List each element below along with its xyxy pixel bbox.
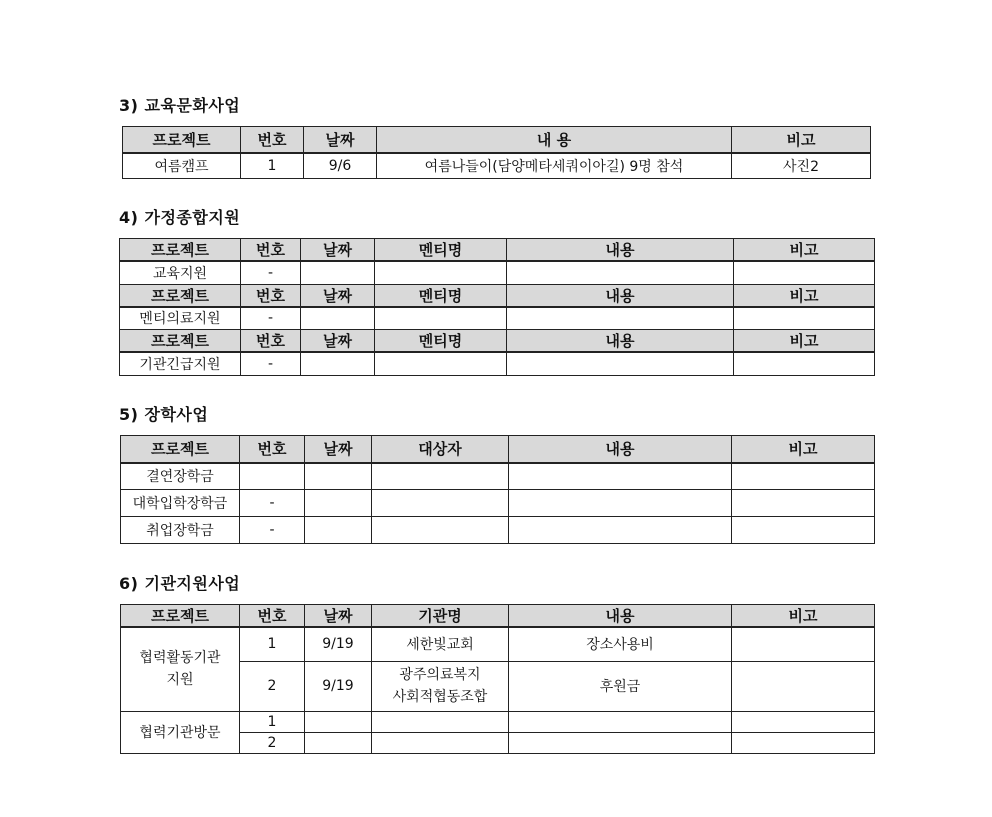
cell-institution [372, 661, 509, 711]
table-header-row [121, 605, 875, 628]
header-date: 날짜 [301, 330, 375, 353]
header-note: 비고 [732, 436, 875, 463]
table-header-row [120, 284, 875, 307]
table-row [123, 153, 871, 179]
header-note: 비고 [732, 127, 871, 153]
header-project: 프로젝트 [120, 239, 241, 262]
header-note: 비고 [734, 330, 875, 353]
header-mentee: 멘티명 [375, 330, 507, 353]
cell-number: 1 [240, 627, 305, 661]
header-mentee: 멘티명 [375, 239, 507, 262]
cell-number: 2 [240, 732, 305, 753]
header-institution: 기관명 [372, 605, 509, 628]
header-number: 번호 [241, 127, 304, 153]
cell-date: 9/19 [305, 627, 372, 661]
table-row [121, 517, 875, 544]
header-date: 날짜 [305, 436, 372, 463]
header-number: 번호 [241, 330, 301, 353]
header-content: 내용 [507, 284, 734, 307]
header-project: 프로젝트 [120, 330, 241, 353]
header-number: 번호 [241, 239, 301, 262]
header-number: 번호 [240, 605, 305, 628]
table-row [120, 261, 875, 284]
cell-project-group [121, 627, 240, 711]
cell-project-group: 협력기관방문 [121, 711, 240, 753]
institution-line-2: 사회적협동조합 [392, 689, 488, 705]
header-date: 날짜 [305, 605, 372, 628]
cell-number: - [241, 261, 301, 284]
table-header-row [123, 127, 871, 153]
header-date: 날짜 [301, 284, 375, 307]
cell-content: 여름나들이(담양메타세쿼이아길) 9명 참석 [377, 153, 732, 179]
header-content: 내 용 [377, 127, 732, 153]
table-row [121, 490, 875, 517]
header-content: 내용 [507, 239, 734, 262]
header-project: 프로젝트 [120, 284, 241, 307]
header-recipient: 대상자 [372, 436, 509, 463]
table-row [121, 463, 875, 490]
cell-date: 9/6 [304, 153, 377, 179]
header-content: 내용 [509, 605, 732, 628]
table-row [121, 627, 875, 661]
cell-project: 취업장학금 [121, 517, 240, 544]
table-row [121, 711, 875, 732]
cell-project: 교육지원 [120, 261, 241, 284]
header-content: 내용 [507, 330, 734, 353]
cell-institution: 세한빛교회 [372, 627, 509, 661]
cell-project: 결연장학금 [121, 463, 240, 490]
section-4-title: 4) 가정종합지원 [119, 208, 241, 227]
cell-number: - [240, 517, 305, 544]
cell-project: 대학입학장학금 [121, 490, 240, 517]
project-line-1: 협력활동기관 [139, 650, 221, 667]
cell-number: 1 [240, 711, 305, 732]
section-6-title: 6) 기관지원사업 [119, 574, 241, 593]
cell-number: - [241, 307, 301, 330]
cell-number: - [240, 490, 305, 517]
cell-number: 1 [241, 153, 304, 179]
header-project: 프로젝트 [121, 605, 240, 628]
header-number: 번호 [240, 436, 305, 463]
header-number: 번호 [241, 284, 301, 307]
header-note: 비고 [732, 605, 875, 628]
cell-number [240, 463, 305, 490]
institution-line-1: 광주의료복지 [399, 667, 481, 683]
table-header-row [120, 239, 875, 262]
cell-project: 여름캠프 [123, 153, 241, 179]
table-header-row [121, 436, 875, 463]
section-3-title: 3) 교육문화사업 [119, 96, 241, 115]
cell-date: 9/19 [305, 661, 372, 711]
header-date: 날짜 [304, 127, 377, 153]
header-content: 내용 [509, 436, 732, 463]
family-support-table [119, 238, 875, 376]
project-line-2: 지원 [166, 672, 194, 689]
table-row [120, 307, 875, 330]
scholarship-table [120, 435, 875, 544]
cell-project: 기관긴급지원 [120, 352, 241, 375]
header-date: 날짜 [301, 239, 375, 262]
table-header-row [120, 330, 875, 353]
cell-project: 멘티의료지원 [120, 307, 241, 330]
cell-number: 2 [240, 661, 305, 711]
header-mentee: 멘티명 [375, 284, 507, 307]
cell-number: - [241, 352, 301, 375]
section-5-title: 5) 장학사업 [119, 405, 209, 424]
header-project: 프로젝트 [121, 436, 240, 463]
header-project: 프로젝트 [123, 127, 241, 153]
institution-support-table [120, 604, 875, 754]
header-note: 비고 [734, 284, 875, 307]
cell-content: 장소사용비 [509, 627, 732, 661]
education-culture-table [122, 126, 871, 179]
cell-content: 후원금 [509, 661, 732, 711]
header-note: 비고 [734, 239, 875, 262]
table-row [120, 352, 875, 375]
cell-note: 사진2 [732, 153, 871, 179]
